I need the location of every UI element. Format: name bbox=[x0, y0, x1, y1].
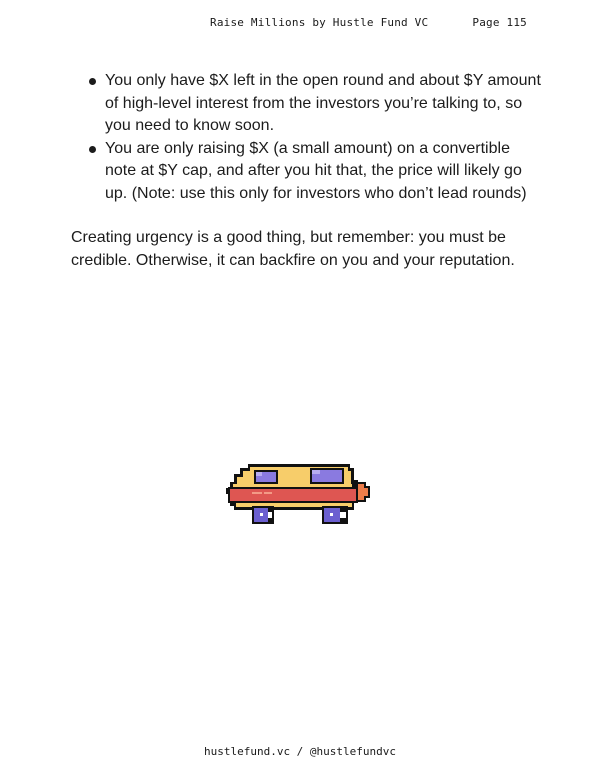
bullet-list bbox=[71, 70, 541, 205]
hubcap bbox=[340, 512, 346, 518]
list-item: You are only raising $X (a small amount) on a convertible note at $Y cap, and after you hit that, the price will likely go up. (Note: use this only for investors who don’t lead rounds) bbox=[105, 138, 541, 206]
van-stripe-highlight bbox=[264, 492, 272, 494]
hubcap bbox=[260, 513, 263, 516]
page-header bbox=[210, 16, 527, 29]
window-shine bbox=[312, 470, 320, 474]
page-content bbox=[71, 70, 541, 272]
pixel-van-icon bbox=[222, 458, 374, 530]
page-number: Page 115 bbox=[472, 16, 527, 29]
page-footer: hustlefund.vc / @hustlefundvc bbox=[203, 745, 397, 758]
van-stripe-highlight bbox=[252, 492, 262, 494]
van-stripe bbox=[230, 489, 356, 501]
book-title: Raise Millions by Hustle Fund VC bbox=[210, 16, 429, 29]
list-item: You only have $X left in the open round and about $Y amount of high-level interest from the investors you’re talking to, so you need to know soon. bbox=[105, 70, 541, 138]
window-shine bbox=[256, 472, 262, 476]
hubcap bbox=[268, 512, 272, 518]
body-paragraph: Creating urgency is a good thing, but remember: you must be credible. Otherwise, it can backfire on you and your reputation. bbox=[71, 229, 515, 269]
hubcap bbox=[330, 513, 333, 516]
